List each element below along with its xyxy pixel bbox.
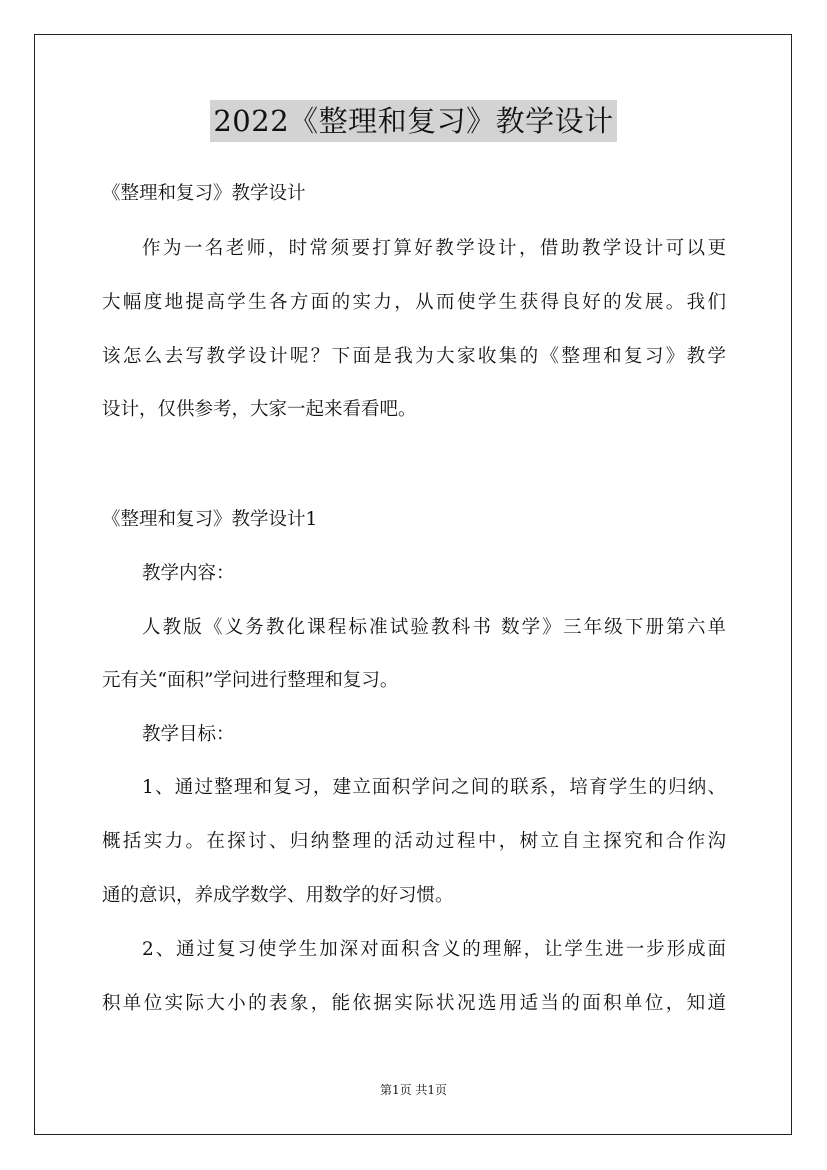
paragraph-line: 1、通过整理和复习，建立面积学问之间的联系，培育学生的归纳、	[142, 777, 726, 798]
paragraph-line: 大幅度地提高学生各方面的实力，从而使学生获得良好的发展。我们	[102, 292, 726, 313]
paragraph-line: 积单位实际大小的表象，能依据实际状况选用适当的面积单位，知道	[102, 993, 726, 1014]
title-wrap	[0, 100, 827, 142]
page-footer: 第1页 共1页	[379, 1083, 448, 1097]
paragraph-line: 元有关“面积”学问进行整理和复习。	[102, 670, 399, 691]
paragraph-line: 该怎么去写教学设计呢？下面是我为大家收集的《整理和复习》教学	[102, 346, 726, 367]
paragraph-line: 作为一名老师，时常须要打算好教学设计，借助教学设计可以更	[142, 238, 726, 259]
paragraph-line: 教学目标：	[142, 724, 235, 745]
paragraph-line: 概括实力。在探讨、归纳整理的活动过程中，树立自主探究和合作沟	[102, 831, 726, 852]
paragraph-line: 教学内容：	[142, 563, 235, 584]
paragraph-line: 通的意识，养成学数学、用数学的好习惯。	[102, 885, 454, 906]
paragraph-line: 2、通过复习使学生加深对面积含义的理解，让学生进一步形成面	[142, 939, 726, 960]
document-title: 2022《整理和复习》教学设计	[210, 100, 616, 142]
subtitle-line: 《整理和复习》教学设计	[102, 183, 306, 204]
paragraph-line: 人教版《义务教化课程标准试验教科书 数学》三年级下册第六单	[142, 617, 726, 638]
section-heading: 《整理和复习》教学设计1	[102, 509, 318, 530]
paragraph-line: 设计，仅供参考，大家一起来看看吧。	[102, 399, 417, 420]
